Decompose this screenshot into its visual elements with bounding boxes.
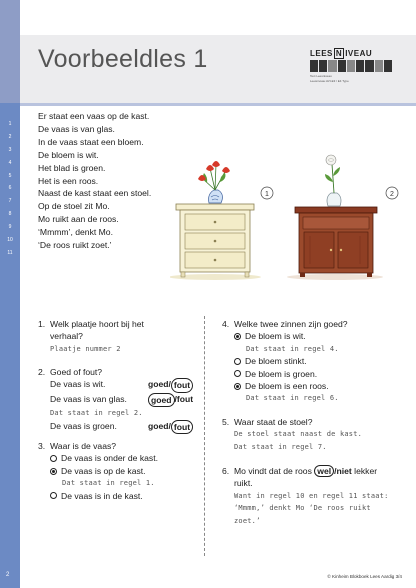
sidebar-band (0, 0, 20, 103)
story-line: Het blad is groen. (38, 162, 106, 173)
question-number: 2. (38, 367, 46, 377)
question-number: 5. (222, 417, 230, 427)
story-line: De vaas is van glas. (38, 123, 115, 134)
question-number: 3. (38, 441, 46, 451)
choice-niet[interactable]: niet (336, 466, 352, 476)
goed-option[interactable]: goed (148, 379, 169, 390)
answer-option-selected[interactable] (234, 380, 402, 392)
choice-wel-circled[interactable]: wel (314, 465, 334, 477)
question-text: Welke twee zinnen zijn goed? (234, 319, 348, 329)
question-6 (222, 465, 412, 527)
story-line: Mo ruikt aan de roos. (38, 214, 119, 225)
line-number: 9 (8, 224, 12, 230)
question-text (234, 465, 412, 477)
story-line: ‘Mmmm’, denkt Mo. (38, 227, 113, 238)
handwritten-answer[interactable]: Plaatje nummer 2 (50, 344, 121, 353)
handwritten-note[interactable]: Dat staat in regel 1. (62, 479, 155, 488)
goed-fout-row (50, 393, 204, 407)
option-separator: / (168, 420, 171, 431)
story-line: De bloem is wit. (38, 149, 99, 160)
fout-option-circled[interactable]: fout (171, 378, 193, 392)
story-line: Het is een roos. (38, 175, 99, 186)
question-text: Goed of fout? (50, 367, 103, 377)
line-number: 10 (7, 237, 13, 243)
line-number: 1 (8, 121, 12, 127)
choice-separator: / (334, 466, 337, 476)
line-number: 2 (8, 134, 12, 140)
option-label: De bloem is groen. (245, 368, 318, 379)
handwritten-answer[interactable]: zoet.’ (234, 516, 261, 525)
question-number: 4. (222, 319, 230, 329)
statement: De vaas is wit. (50, 379, 106, 390)
fout-option[interactable]: fout (176, 393, 194, 404)
option-label: De vaas is in de kast. (61, 490, 143, 501)
answer-option[interactable] (50, 452, 198, 464)
story-line: ‘De roos ruikt zoet.’ (38, 240, 112, 251)
page-title: Voorbeeldles 1 (38, 45, 208, 73)
handwritten-answer[interactable]: ‘Mmmm,’ denkt Mo ‘De roos ruikt (234, 504, 371, 513)
answer-option[interactable] (234, 368, 402, 380)
handwritten-note[interactable]: Dat staat in regel 6. (246, 394, 339, 403)
question-number: 1. (38, 319, 46, 329)
story-line: Er staat een vaas op de kast. (38, 111, 150, 121)
answer-option-selected[interactable] (50, 465, 198, 477)
page-number: 2 (6, 572, 10, 578)
logo-tagline: Text Leesniveau (310, 74, 332, 78)
question-text: Waar is de vaas? (50, 441, 117, 451)
logo-level-bar (310, 60, 392, 72)
question-4 (222, 318, 402, 405)
option-separator: / (174, 393, 177, 404)
question-5 (222, 416, 402, 453)
option-label: De bloem is een roos. (245, 381, 329, 392)
answer-option[interactable] (234, 355, 402, 367)
radio-circle-marked[interactable] (50, 468, 57, 475)
radio-circle[interactable] (234, 370, 241, 377)
handwritten-answer[interactable]: De stoel staat naast de kast. (234, 430, 363, 439)
question-1 (38, 318, 198, 355)
goed-fout-row (50, 420, 204, 434)
goed-option-circled[interactable]: goed (148, 393, 175, 407)
story-line: Op de stoel zit Mo. (38, 201, 110, 212)
goed-fout-row (50, 378, 204, 392)
radio-circle-marked[interactable] (234, 383, 241, 390)
line-number: 8 (8, 211, 12, 217)
handwritten-answer[interactable]: Want in regel 10 en regel 11 staat: (234, 491, 389, 500)
question-3 (38, 440, 198, 502)
story-line: In de vaas staat een bloem. (38, 136, 144, 147)
line-number: 3 (8, 147, 12, 153)
question-text: Welk plaatje hoort bij het (50, 319, 144, 329)
radio-circle-marked[interactable] (234, 333, 241, 340)
question-text: ruikt. (234, 478, 253, 489)
line-number: 5 (8, 173, 12, 179)
picture-1-label: 1 (265, 191, 269, 198)
handwritten-note[interactable]: Dat staat in regel 2. (50, 409, 143, 418)
option-label: De vaas is onder de kast. (61, 453, 158, 464)
question-number: 6. (222, 466, 230, 476)
footer-credit: © Kinheim Blokboek Lees Aardig 3/4 (327, 574, 402, 579)
question-text: Waar staat de stoel? (234, 417, 313, 427)
header-divider (20, 103, 416, 106)
option-separator: / (168, 379, 171, 390)
fout-option-circled[interactable]: fout (171, 420, 193, 434)
story-text (38, 110, 151, 252)
option-label: De bloem stinkt. (245, 356, 307, 367)
handwritten-note[interactable]: Dat staat in regel 4. (246, 344, 339, 353)
answer-option-selected[interactable] (234, 330, 402, 342)
option-label: De vaas is op de kast. (61, 465, 146, 476)
question-text-start: Mo vindt dat de roos (234, 466, 315, 476)
option-label: De bloem is wit. (245, 331, 306, 342)
picture-2-label: 2 (390, 191, 394, 198)
radio-circle[interactable] (234, 358, 241, 365)
picture-choices (170, 150, 410, 280)
column-divider (204, 316, 205, 556)
lesson-header (20, 35, 416, 103)
page-sidebar (0, 0, 20, 588)
logo-subline: Leesniveau AVI-E3 / E4 Type (310, 79, 349, 83)
logo-wordmark: LEES N IVEAU (310, 49, 373, 58)
radio-circle[interactable] (50, 492, 57, 499)
line-number: 6 (8, 185, 12, 191)
picture-1-dresser-with-tulips (170, 161, 273, 280)
question-text-end: lekker (351, 466, 378, 476)
leesniveau-logo (310, 49, 398, 89)
line-number: 4 (8, 160, 12, 166)
line-number: 11 (7, 250, 13, 256)
statement: De vaas is van glas. (50, 393, 127, 404)
radio-circle[interactable] (50, 455, 57, 462)
question-2 (38, 366, 204, 434)
statement: De vaas is groen. (50, 420, 117, 431)
handwritten-note[interactable]: Dat staat in regel 7. (234, 442, 327, 451)
picture-2-cabinet-with-rose (287, 155, 398, 280)
line-number: 7 (8, 198, 12, 204)
answer-option[interactable] (50, 490, 198, 502)
story-line: Naast de kast staat een stoel. (38, 188, 152, 199)
goed-option[interactable]: goed (148, 420, 169, 431)
question-text: verhaal? (50, 331, 83, 342)
